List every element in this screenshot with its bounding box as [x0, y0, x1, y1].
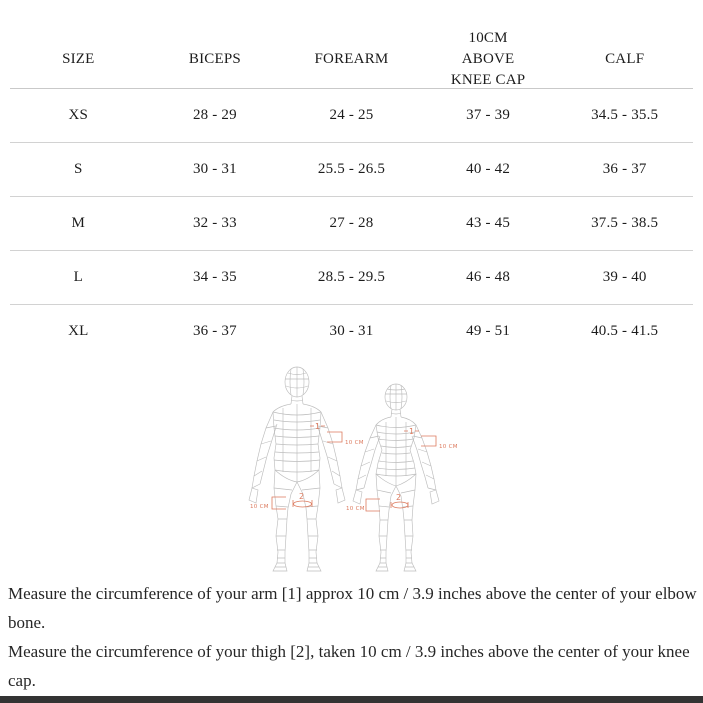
calf-value: 37.5 - 38.5	[591, 215, 659, 231]
table-row-xs	[10, 89, 693, 143]
biceps-value: 30 - 31	[192, 161, 237, 177]
size-label: XL	[68, 323, 89, 339]
arm-marker-1-male: 1	[315, 422, 321, 431]
calf-value: 39 - 40	[602, 269, 647, 285]
calf-value: 36 - 37	[602, 161, 647, 177]
table-row-s	[10, 143, 693, 197]
knee-measure-bracket-female	[366, 499, 380, 511]
calf-value: 34.5 - 35.5	[591, 107, 659, 123]
thigh-measure-ellipse-male	[294, 501, 312, 507]
male-wireframe-figure	[249, 367, 345, 571]
column-header-knee-cap	[420, 30, 557, 88]
measurement-diagram	[230, 366, 470, 578]
forearm-value: 28.5 - 29.5	[317, 269, 386, 285]
knee-value: 49 - 51	[466, 323, 511, 339]
knee-value: 43 - 45	[466, 215, 511, 231]
arm-measure-label-female: 10 CM	[439, 444, 458, 450]
arm-measure-label-male: 10 CM	[345, 440, 364, 446]
measurement-notes	[8, 579, 700, 695]
column-header-calf: CALF	[605, 50, 645, 67]
female-wireframe-figure	[353, 384, 439, 571]
calf-value: 40.5 - 41.5	[591, 323, 659, 339]
forearm-value: 24 - 25	[329, 107, 374, 123]
biceps-value: 34 - 35	[192, 269, 237, 285]
knee-value: 37 - 39	[466, 107, 511, 123]
forearm-value: 30 - 31	[329, 323, 374, 339]
table-header-row	[10, 30, 693, 89]
knee-value: 40 - 42	[466, 161, 511, 177]
knee-measure-label-male: 10 CM	[250, 504, 269, 510]
thigh-marker-2-male: 2	[299, 492, 305, 501]
column-header-size: SIZE	[62, 50, 95, 67]
thigh-measure-note: Measure the circumference of your thigh [2], taken 10 cm / 3.9 inches above the center of your knee cap.	[8, 642, 690, 690]
size-label: M	[71, 215, 86, 231]
table-row-xl	[10, 305, 693, 358]
knee-value: 46 - 48	[466, 269, 511, 285]
arm-measure-bracket-male	[327, 432, 342, 442]
arm-measure-note: Measure the circumference of your arm [1] approx 10 cm / 3.9 inches above the center of your elbow bone.	[8, 584, 697, 632]
biceps-value: 36 - 37	[192, 323, 237, 339]
table-row-m	[10, 197, 693, 251]
thigh-marker-2-female: 2	[396, 493, 402, 502]
table-row-l	[10, 251, 693, 305]
forearm-value: 27 - 28	[329, 215, 374, 231]
arm-marker-1-female: 1	[409, 427, 415, 436]
male-annotations	[250, 422, 364, 510]
footer-bar-edge	[0, 696, 703, 703]
size-label: L	[73, 269, 83, 285]
knee-measure-label-female: 10 CM	[346, 506, 365, 512]
wireframe-figures-illustration	[230, 366, 470, 578]
thigh-measure-ellipse-female	[392, 502, 408, 508]
size-chart-table	[10, 30, 693, 358]
biceps-value: 28 - 29	[192, 107, 237, 123]
size-label: XS	[68, 107, 89, 123]
column-header-knee-cap-label: 10CM ABOVE KNEE CAP	[450, 29, 526, 88]
forearm-value: 25.5 - 26.5	[317, 161, 386, 177]
column-header-forearm: FOREARM	[314, 50, 389, 67]
column-header-biceps: BICEPS	[188, 50, 241, 67]
size-label: S	[74, 161, 83, 177]
knee-measure-bracket-male	[272, 497, 286, 509]
biceps-value: 32 - 33	[192, 215, 237, 231]
